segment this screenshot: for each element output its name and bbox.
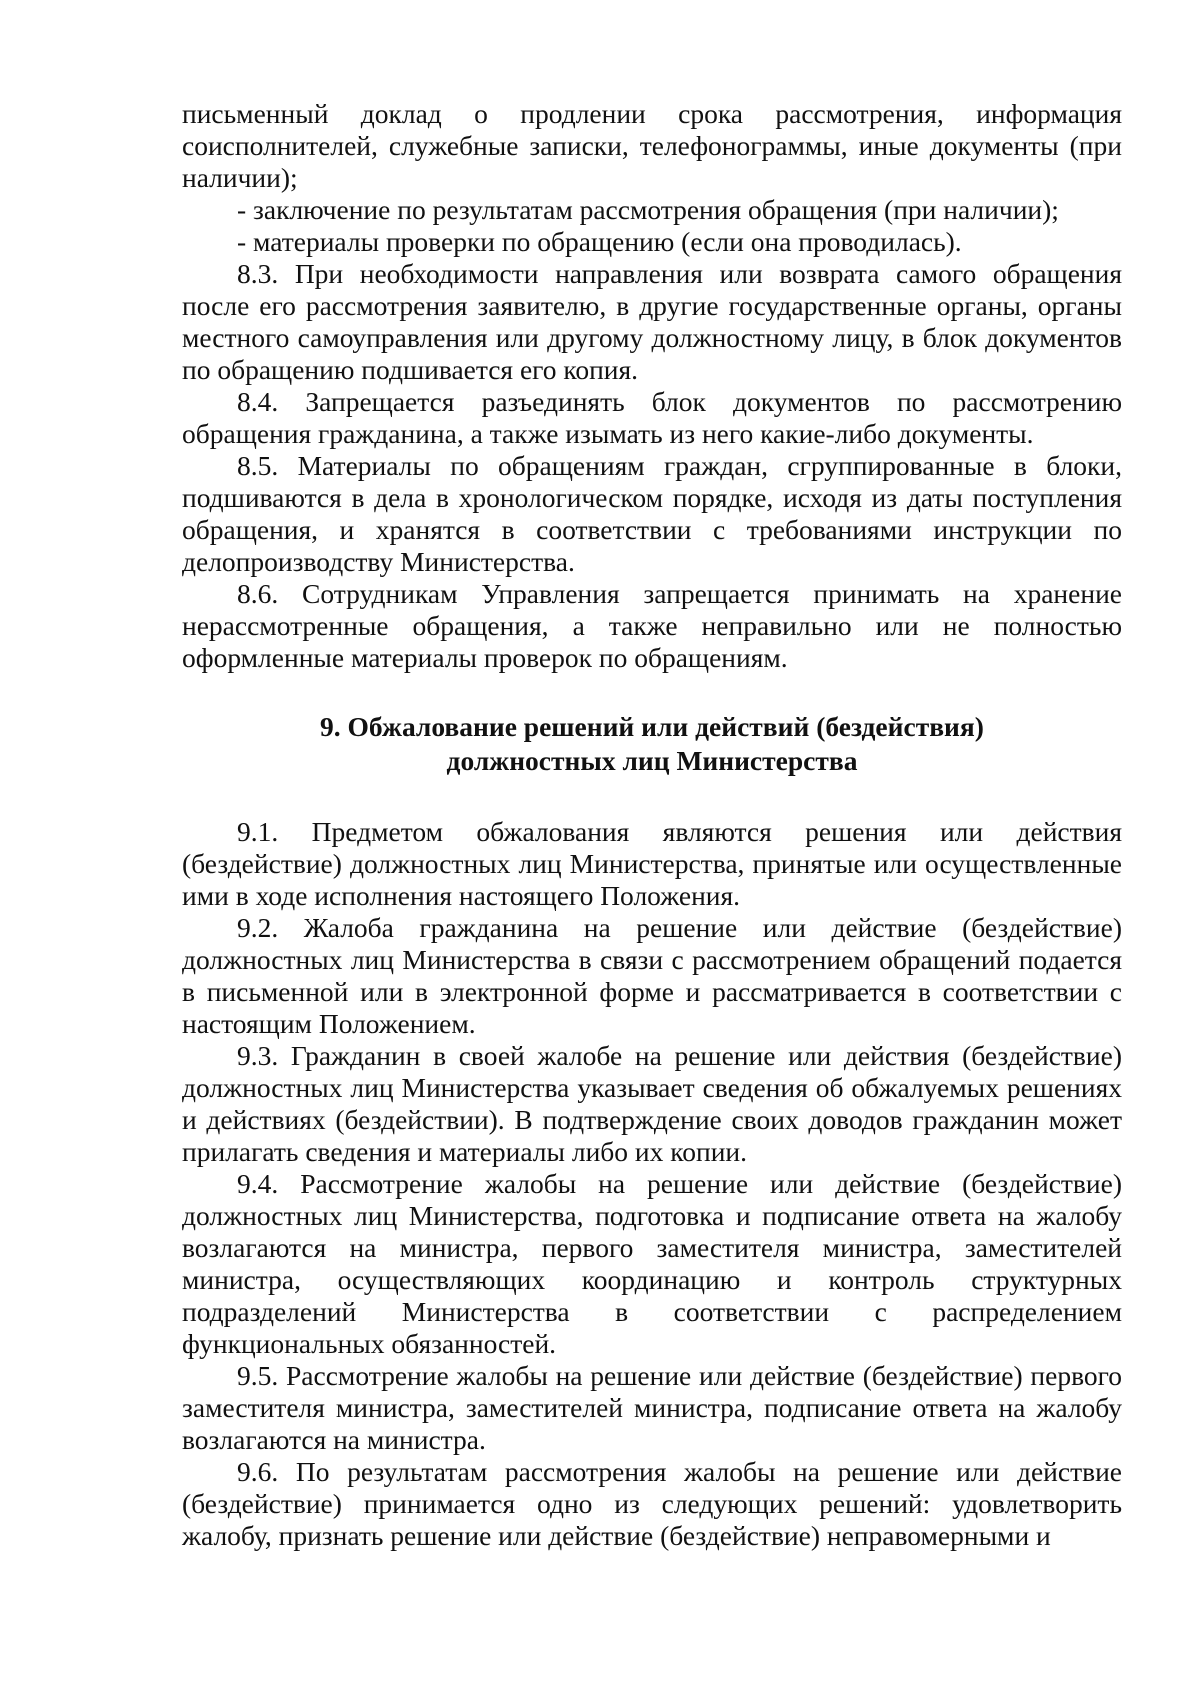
- paragraph-9-6: 9.6. По результатам рассмотрения жалобы на решение или действие (бездействие) принимается одно из следующих решений: удовлетворить жалобу, признать решение или действие (бездействие) неправомерными и: [182, 1456, 1122, 1551]
- paragraph-bullet-conclusion: - заключение по результатам рассмотрения обращения (при наличии);: [237, 194, 1059, 225]
- section-9-heading-line2: должностных лиц Министерства: [446, 745, 858, 776]
- section-9-heading-line1: 9. Обжалование решений или действий (бездействия): [320, 711, 984, 742]
- paragraph-8-6: 8.6. Сотрудникам Управления запрещается принимать на хранение нерассмотренные обращения, а также неправильно или не полностью оформленные материалы проверок по обращениям.: [182, 578, 1122, 673]
- paragraph-9-2: 9.2. Жалоба гражданина на решение или действие (бездействие) должностных лиц Министерства в связи с рассмотрением обращений подается в письменной или в электронной форме и рассматривается в соответствии с настоящим Положением.: [182, 912, 1122, 1039]
- paragraph-9-4: 9.4. Рассмотрение жалобы на решение или действие (бездействие) должностных лиц Министерства, подготовка и подписание ответа на жалобу возлагаются на министра, первого заместителя министра, заместителей министра, осуществляющих координацию и контроль структурных подразделений Министерства в соответствии с распределением функциональных обязанностей.: [182, 1168, 1122, 1359]
- paragraph-bullet-materials: - материалы проверки по обращению (если она проводилась).: [237, 226, 962, 257]
- paragraph-8-5: 8.5. Материалы по обращениям граждан, сгруппированные в блоки, подшиваются в дела в хронологическом порядке, исходя из даты поступления обращения, и хранятся в соответствии с требованиями инструкции по делопроизводству Министерства.: [182, 450, 1122, 577]
- paragraph-continuation: письменный доклад о продлении срока рассмотрения, информация соисполнителей, служебные записки, телефонограммы, иные документы (при наличии);: [182, 98, 1122, 193]
- paragraph-8-4: 8.4. Запрещается разъединять блок документов по рассмотрению обращения гражданина, а также изымать из него какие-либо документы.: [182, 386, 1122, 449]
- paragraph-9-1: 9.1. Предметом обжалования являются решения или действия (бездействие) должностных лиц Министерства, принятые или осуществленные ими в ходе исполнения настоящего Положения.: [182, 816, 1122, 911]
- section-9-heading: [182, 710, 1122, 778]
- paragraph-9-3: 9.3. Гражданин в своей жалобе на решение или действия (бездействие) должностных лиц Министерства указывает сведения об обжалуемых решениях и действиях (бездействии). В подтверждение своих доводов гражданин может прилагать сведения и материалы либо их копии.: [182, 1040, 1122, 1167]
- paragraph-9-5: 9.5. Рассмотрение жалобы на решение или действие (бездействие) первого заместителя министра, заместителей министра, подписание ответа на жалобу возлагаются на министра.: [182, 1360, 1122, 1455]
- document-page: [182, 98, 1122, 1552]
- paragraph-8-3: 8.3. При необходимости направления или возврата самого обращения после его рассмотрения заявителю, в другие государственные органы, органы местного самоуправления или другому должностному лицу, в блок документов по обращению подшивается его копия.: [182, 258, 1122, 385]
